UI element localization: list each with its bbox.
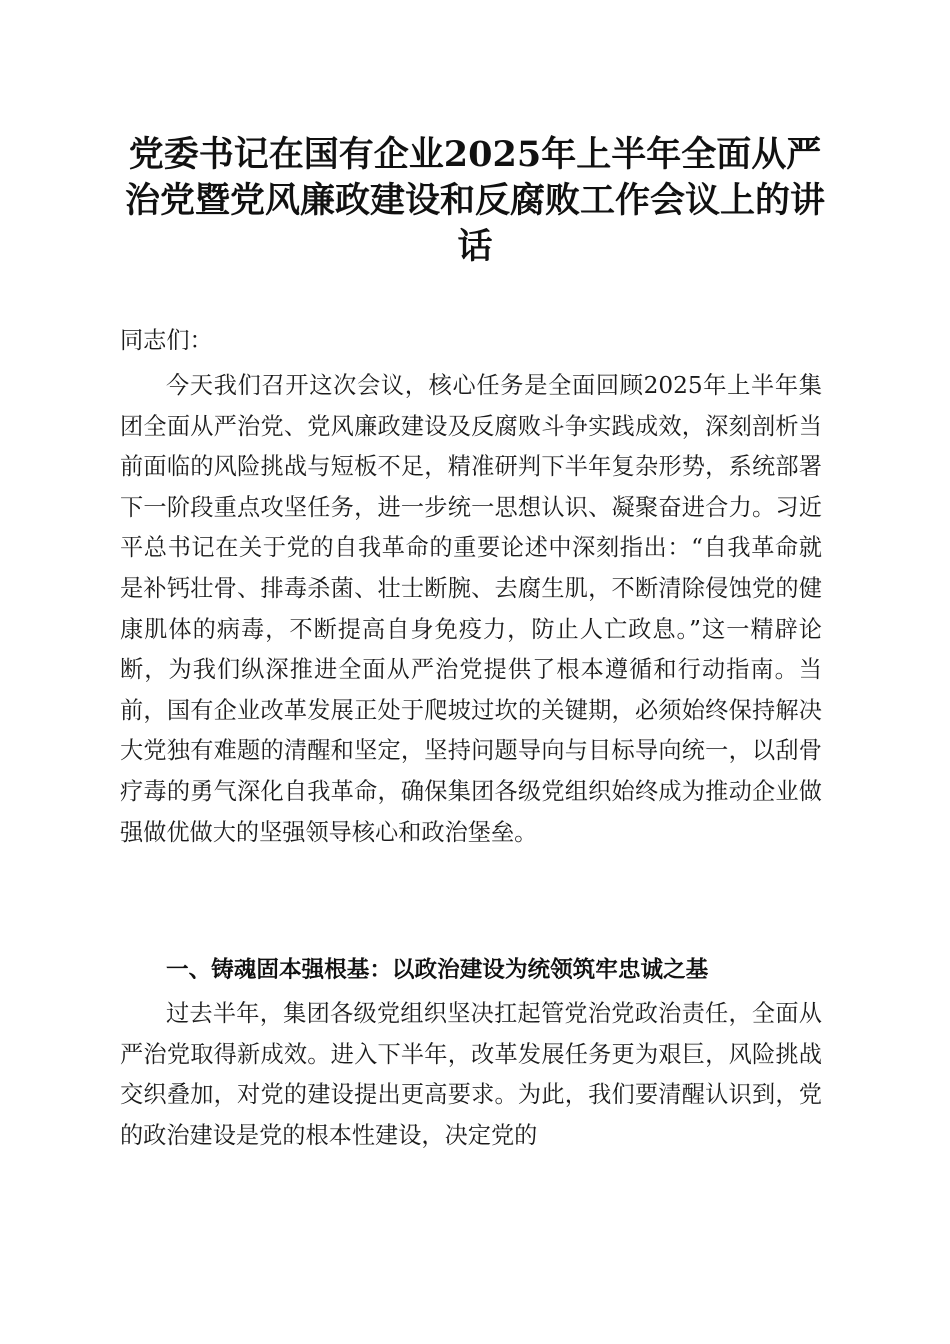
document-title: 党委书记在国有企业2025年上半年全面从严治党暨党风廉政建设和反腐败工作会议上的讲话 — [124, 134, 825, 267]
opening-paragraph: 今天我们召开这次会议，核心任务是全面回顾2025年上半年集团全面从严治党、党风廉政建设及反腐败斗争实践成效，深刻剖析当前面临的风险挑战与短板不足，精准研判下半年复杂形势，系统部署下一阶段重点攻坚任务，进一步统一思想认识、凝聚奋进合力。习近平总书记在关于党的自我革命的重要论述中深刻指出：“自我革命就是补钙壮骨、排毒杀菌、壮士断腕、去腐生肌，不断清除侵蚀党的健康肌体的病毒，不断提高自身免疫力，防止人亡政息。”这一精辟论断，为我们纵深推进全面从严治党提供了根本遵循和行动指南。当前，国有企业改革发展正处于爬坡过坎的关键期，必须始终保持解决大党独有难题的清醒和坚定，坚持问题导向与目标导向统一，以刮骨疗毒的勇气深化自我革命，确保集团各级党组织始终成为推动企业做强做优做大的坚强领导核心和政治堡垒。 — [120, 372, 822, 846]
section-heading-1: 一、铸魂固本强根基：以政治建设为统领筑牢忠诚之基 — [166, 957, 709, 983]
salutation: 同志们： — [120, 327, 213, 354]
section-paragraph-1: 过去半年，集团各级党组织坚决扛起管党治党政治责任，全面从严治党取得新成效。进入下半年，改革发展任务更为艰巨，风险挑战交织叠加，对党的建设提出更高要求。为此，我们要清醒认识到，党的政治建设是党的根本性建设，决定党的 — [120, 1000, 822, 1149]
